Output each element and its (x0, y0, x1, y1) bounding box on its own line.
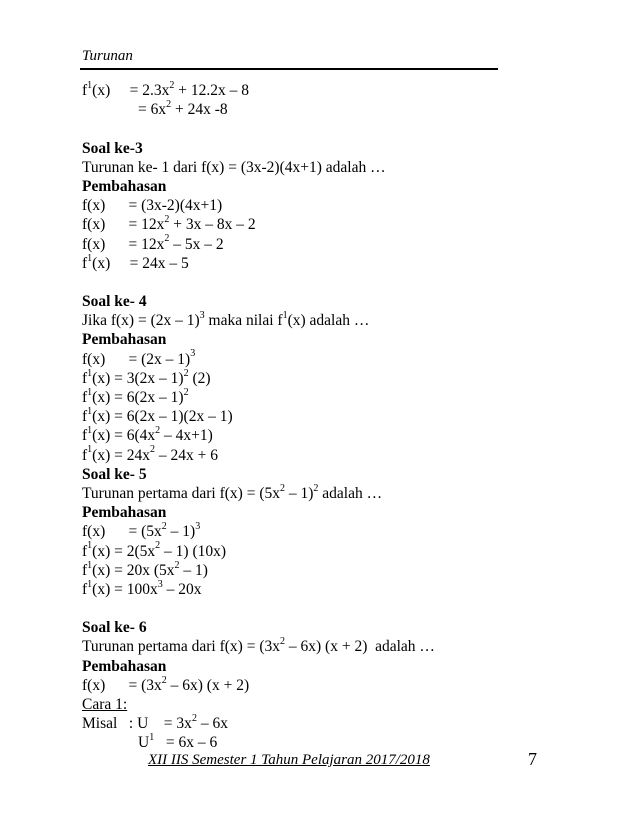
footer-text: XII IIS Semester 1 Tahun Pelajaran 2017/2018 (148, 752, 430, 768)
blank-line (82, 119, 552, 138)
document-body (82, 81, 552, 753)
text-line: $f^1(x) = 2(5x^2 - 1)$ (10x) (82, 540, 227, 560)
text-line: f(x) = $12x^2 + 3x - 8x - 2$ (82, 214, 256, 234)
text-line: Turunan pertama dari $f(x) = (5x^2 - 1)^2$ adalah … (82, 482, 383, 502)
section-heading: Pembahasan (82, 657, 167, 675)
text-line: f(x) = $(5x^2 - 1)^3$ (82, 521, 201, 541)
section-heading: Soal ke- 5 (82, 465, 147, 483)
text-line: Turunan pertama dari $f(x) = (3x^2 - 6x) (x + 2)$ adalah … (82, 636, 435, 656)
text-line: f(x) = $(3x^2 - 6x) (x + 2)$ (82, 674, 250, 694)
running-header: Turunan (82, 48, 133, 64)
text-line: $f^1(x) = 3(2x - 1)^2$ (2) (82, 367, 211, 387)
section-heading: Pembahasan (82, 331, 167, 349)
header-rule (80, 68, 498, 70)
text-line: $f^1(x) = 6(4x^2 - 4x+1)$ (82, 425, 213, 445)
text-line: f(x) = (2x – 1)$^3$ (82, 348, 196, 368)
page-number: 7 (528, 749, 537, 769)
text-line: $f^1(x) = 20x$ $(5x^2 - 1)$ (82, 559, 208, 579)
text-line: f(x) = (3x-2)(4x+1) (82, 197, 223, 215)
text-line: $f^1(x)$ = $2.3x^2 + 12.2x - 8$ (82, 79, 249, 99)
text-line: $f^1(x) = 24x^2 - 24x + 6$ (82, 444, 218, 464)
section-heading: Soal ke- 4 (82, 293, 147, 311)
section-heading: Soal ke- 6 (82, 619, 147, 637)
blank-line (82, 599, 552, 618)
text-line: $f^1(x) = 100x^3 - 20x$ (82, 578, 202, 598)
blank-line (82, 273, 552, 292)
text-line: $f^1(x) = 6(2x - 1)^2$ (82, 386, 189, 406)
section-heading: Pembahasan (82, 177, 167, 195)
section-heading: Soal ke-3 (82, 139, 143, 157)
text-line: Turunan ke- 1 dari f(x) = (3x-2)(4x+1) adalah … (82, 158, 386, 176)
text-line: $f^1(x)$ = 24x – 5 (82, 252, 189, 272)
text-line: f(x) = $12x^2 - 5x - 2$ (82, 233, 224, 253)
text-line: $f^1(x) = 6(2x - 1)(2x - 1)$ (82, 406, 233, 426)
text-line: Misal : U = $3x^2 - 6x$ (82, 713, 228, 733)
text-line: = $6x^2 + 24x$ -8 (138, 99, 228, 119)
text-line: Cara 1: (82, 696, 128, 713)
section-heading: Pembahasan (82, 504, 167, 522)
text-line: Jika f(x) = (2x – 1)$^3$ maka nilai $f^1(x)$ adalah … (82, 310, 370, 330)
text-line: $U^1 = 6x - 6$ (138, 732, 218, 752)
